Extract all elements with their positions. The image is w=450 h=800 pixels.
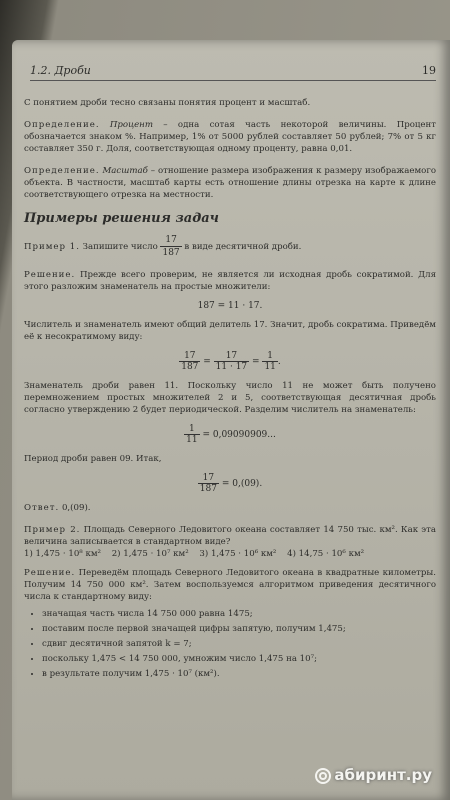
fraction (184, 424, 199, 445)
definition-text: – отношение размера изображения к размеру изображаемого объекта. В частности, масштаб карты есть отношение длины отрезка на карте к длине соответствующего отрезка на местности. (24, 166, 436, 200)
solution-text: Прежде всего проверим, не является ли исходная дробь сократимой. Для этого разложим знаменатель на простые множители: (24, 270, 436, 292)
algorithm-steps (24, 607, 436, 681)
section-heading: Примеры решения задач (24, 211, 219, 226)
definition-term: Масштаб (102, 166, 148, 176)
denominator: 11 (264, 362, 276, 372)
definition-label: Определение. (24, 166, 100, 176)
list-item: • значащая часть числа 14 750 000 равна 1475; (42, 607, 436, 621)
numerator: 17 (160, 234, 181, 247)
example-2 (24, 524, 436, 548)
example-text: Площадь Северного Ледовитого океана составляет 14 750 тыс. км². Как эта величина записывается в стандартном виде? (24, 525, 436, 547)
labyrinth-logo-icon (315, 768, 331, 784)
numerator: 17 (198, 473, 219, 484)
option-3: 3) 1,475 · 10⁶ км² (199, 549, 277, 559)
solution-text: Переведём площадь Северного Ледовитого океана в квадратные километры. Получим 14 750 000 км². Затем воспользуемся алгоритмом приведения десятичного числа к стандартному виду: (24, 568, 436, 602)
answer-options (24, 548, 436, 561)
denominator: 187 (162, 248, 180, 258)
example-label: Пример 1. (24, 242, 80, 252)
list-item: • поскольку 1,475 < 14 750 000, умножим число 1,475 на 10⁷; (42, 652, 436, 666)
fraction (262, 351, 277, 372)
page-number: 19 (422, 64, 436, 77)
page-header (30, 64, 436, 81)
solution-1-p3: Знаменатель дроби равен 11. Поскольку число 11 не может быть получено перемножением простых множителей 2 и 5, соответствующая десятичная дробь согласно утверждению 2 будет периодической. Разделим числитель на знаменатель: (24, 381, 436, 415)
equation-division (24, 424, 436, 445)
definition-label: Определение. (24, 120, 100, 130)
solution-label: Решение. (24, 270, 76, 280)
watermark (315, 766, 432, 784)
solution-label: Решение. (24, 568, 76, 578)
fraction (179, 351, 200, 372)
list-item: • сдвиг десятичной запятой k = 7; (42, 637, 436, 651)
list-item: • в результате получим 1,475 · 10⁷ (км²). (42, 667, 436, 681)
section-title-header: 1.2. Дроби (30, 64, 91, 77)
numerator: 17 (214, 351, 250, 362)
answer-label: Ответ. (24, 503, 60, 513)
equation-result (24, 473, 436, 494)
page-content (24, 56, 436, 682)
solution-1-p2: Числитель и знаменатель имеют общий делитель 17. Значит, дробь сократима. Приведём её к несократимому виду: (24, 320, 436, 342)
denominator: 187 (181, 362, 199, 372)
definition-percent (24, 119, 436, 155)
option-1: 1) 1,475 · 10⁸ км² (24, 549, 101, 559)
example-1 (24, 234, 436, 259)
book-page (12, 40, 450, 800)
denominator: 11 (186, 435, 198, 445)
option-4: 4) 14,75 · 10⁶ км² (287, 549, 365, 559)
equation-rhs: = 0,(09). (221, 479, 263, 489)
fraction (198, 473, 219, 494)
fraction (214, 351, 250, 372)
list-item: • поставим после первой значащей цифры запятую, получим 1,475; (42, 622, 436, 636)
example-text-after: в виде десятичной дроби. (184, 242, 302, 252)
definition-text: – одна сотая часть некоторой величины. Процент обозначается знаком %. Например, 1% от 5000 рублей составляет 50 рублей; 7% от 5 кг составляет 350 г. Доля, соответствующая одному проценту, равна 0,01. (24, 120, 436, 154)
solution-2 (24, 567, 436, 603)
equation-factorization: 187 = 11 · 17. (197, 301, 263, 311)
answer-value: 0,(09). (61, 503, 91, 513)
numerator: 1 (184, 424, 199, 435)
example-text-before: Запишите число (82, 242, 158, 252)
fraction (160, 234, 181, 259)
intro-paragraph: С понятием дроби тесно связаны понятия процент и масштаб. (24, 98, 311, 108)
denominator: 11 · 17 (215, 362, 248, 372)
solution-1-p1 (24, 269, 436, 293)
watermark-text: абиринт.ру (334, 766, 432, 784)
option-2: 2) 1,475 · 10⁷ км² (111, 549, 189, 559)
denominator: 187 (199, 484, 217, 494)
solution-1-p4: Период дроби равен 09. Итак, (24, 454, 162, 464)
numerator: 1 (262, 351, 277, 362)
definition-scale (24, 165, 436, 201)
answer-1 (24, 502, 436, 514)
example-label: Пример 2. (24, 525, 81, 535)
equation-reduction: $\frac{17}{187}$ = $\frac{17}{11 \cdot 17}$ = $\frac{1}{11}$ . (181, 351, 281, 372)
equation-rhs: = 0,09090909... (202, 430, 276, 440)
definition-term: Процент (109, 120, 153, 130)
numerator: 17 (179, 351, 200, 362)
